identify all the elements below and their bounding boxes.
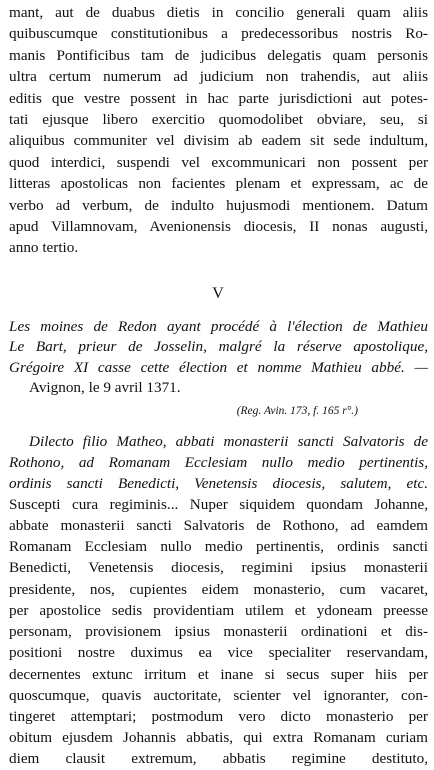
- text-line: editis que vestre possent in hac parte jurisdictioni aut potes-: [9, 89, 428, 107]
- body-line: per apostolice sedis providentiam utilem et ydoneam preesse: [9, 601, 428, 619]
- text-line: manis Pontificibus tam de judicibus delegatis quam personis: [9, 46, 428, 64]
- summary-line: Grégoire XI casse cette élection et nomme Mathieu abbé. —: [9, 358, 428, 376]
- source-reference: (Reg. Avin. 173, f. 165 r°.): [236, 404, 358, 417]
- address-line: Dilecto filio Matheo, abbati monasterii sancti Salvatoris de: [29, 432, 428, 450]
- text-line: verbo ad verbum, de indulto hujusmodi mentionem. Datum: [9, 196, 428, 214]
- body-line: Romanam Ecclesiam nullo medio pertinentis, ordinis sancti: [9, 538, 428, 556]
- summary-line: Les moines de Redon ayant procédé à l'élection de Mathieu: [9, 317, 428, 335]
- body-line: diem clausit extremum, abbatis regimine destituto,: [9, 750, 428, 768]
- document-summary: [9, 317, 428, 399]
- text-line: quod interdici, suspendi vel excommunicari non possent per: [9, 153, 428, 171]
- body-line: decernentes extunc irritum et inane si secus super hiis per: [9, 665, 428, 683]
- body-line: presidente, nos, cupientes eidem monasterio, cum vacaret,: [9, 580, 428, 598]
- summary-date-line: Avignon, le 9 avril 1371.: [29, 379, 181, 397]
- body-line: abbate monasterii sancti Salvatoris de Rothono, ad eamdem: [9, 517, 428, 535]
- address-line: Rothono, ad Romanam Ecclesiam nullo medio pertinentis,: [9, 453, 428, 471]
- text-line: quibuscumque constitutionibus a predecessoribus nostris Ro-: [9, 25, 428, 43]
- address-line: ordinis sancti Benedicti, Venetensis diocesis, salutem, etc.: [9, 474, 428, 492]
- continuation-paragraph: [9, 2, 428, 259]
- text-line: litteras apostolicas non facientes plenam et expressam, ac de: [9, 175, 428, 193]
- body-line: quoscumque, quavis auctoritate, scienter vel ignoranter, con-: [9, 686, 428, 704]
- text-line: tati ejusque libero exercitio quomodolibet obviare, seu, si: [9, 111, 428, 129]
- text-line: aliquibus communiter vel divisim ab eadem sit sede indultum,: [9, 132, 428, 150]
- text-line: ultra certum numerum ad judicium non trahendis, aut aliis: [9, 68, 428, 86]
- letter-body: [9, 494, 428, 770]
- document-page: [9, 2, 428, 770]
- body-line: personam, provisionem ipsius monasterii ordinationi et dis-: [9, 623, 428, 641]
- text-line: anno tertio.: [9, 239, 79, 257]
- summary-line: Le Bart, prieur de Josselin, malgré la réserve apostolique,: [9, 338, 428, 356]
- text-line: mant, aut de duabus dietis in concilio generali quam aliis: [9, 4, 428, 21]
- body-line: Benedicti, Venetensis diocesis, regimini ipsius monasterii: [9, 559, 428, 577]
- letter-address: [9, 431, 428, 494]
- section-number: V: [212, 284, 225, 302]
- body-line: Suscepti cura regiminis... Nuper siquidem quondam Johanne,: [9, 495, 428, 513]
- body-line: obitum ejusdem Johannis abbatis, qui extra Romanam curiam: [9, 729, 428, 747]
- body-line: tingeret attemptari; postmodum vero dicto monasterio per: [9, 707, 428, 725]
- body-line: positioni nostre duximus ea vice specialiter reservandam,: [9, 644, 428, 662]
- text-line: apud Villamnovam, Avenionensis diocesis, II nonas augusti,: [9, 218, 428, 236]
